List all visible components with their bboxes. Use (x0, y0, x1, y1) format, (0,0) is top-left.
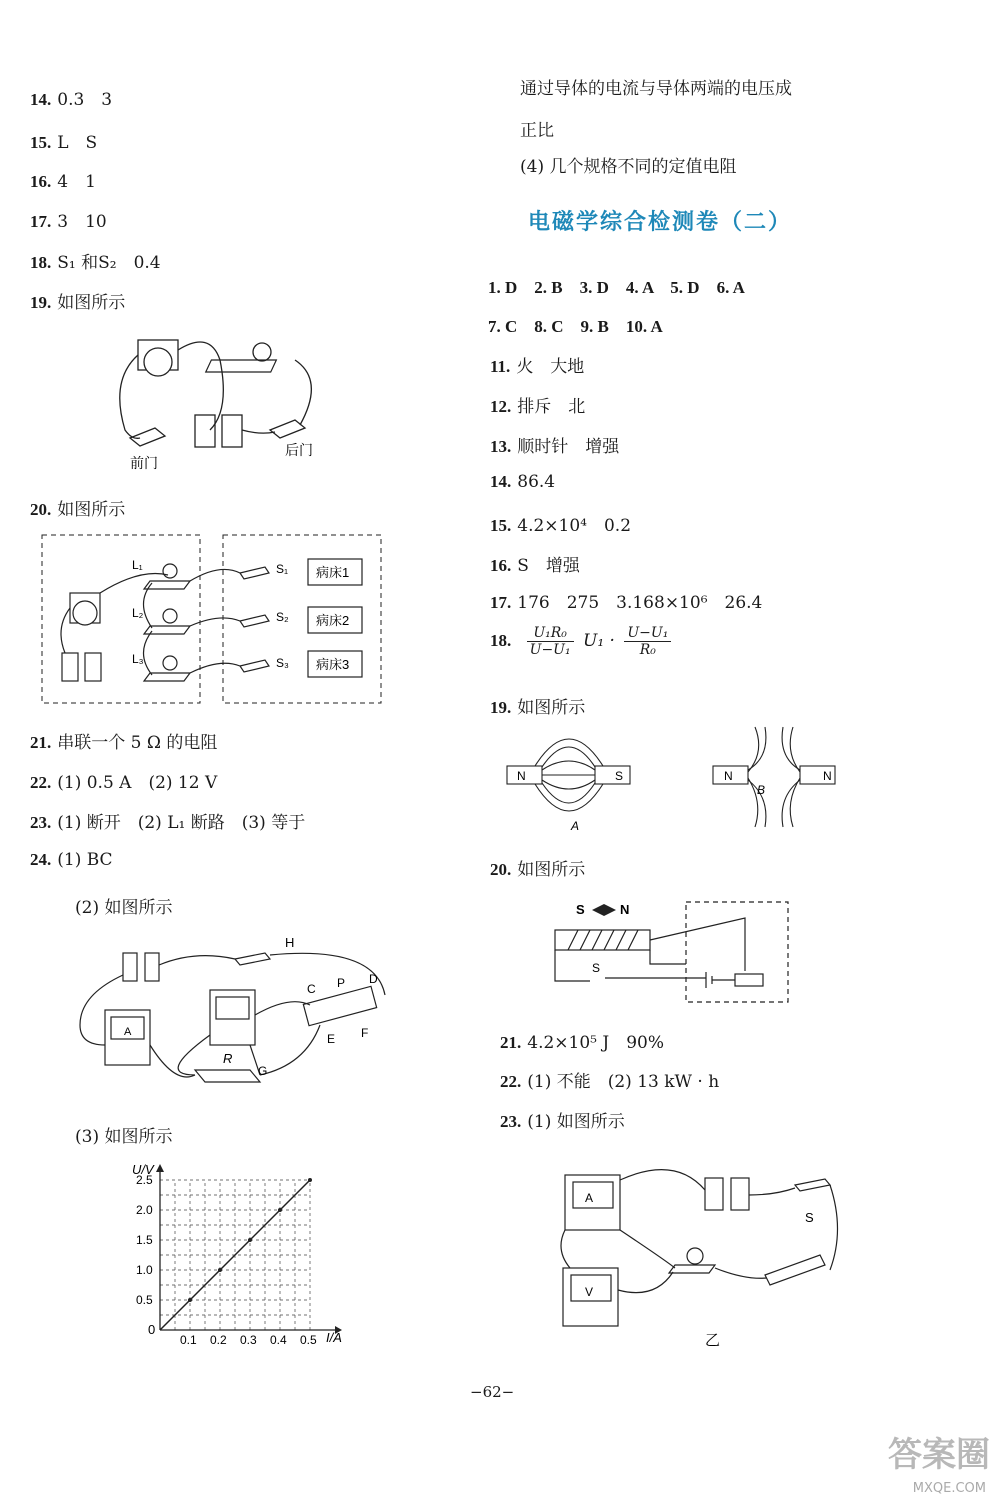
continuation-line-3: (4) 几个规格不同的定值电阻 (520, 157, 737, 177)
answer-r16: 16. S 增强 (490, 556, 580, 576)
answer-18: 18. S₁ 和S₂ 0.4 (30, 253, 161, 273)
lamp-l2: L₂ (132, 606, 144, 620)
figure-24-circuit (75, 925, 405, 1105)
n-pole-left: N (517, 769, 526, 783)
switch-s3: S₃ (276, 656, 289, 670)
switch-label: S (805, 1210, 814, 1225)
x-tick-label: 0.1 (180, 1333, 197, 1345)
answer-r14: 14. 86.4 (490, 472, 556, 492)
choice-answers-1: 1. D 2. B 3. D 4. A 5. D 6. A (488, 278, 745, 297)
answer-r17: 17. 176 275 3.168×10⁶ 26.4 (490, 593, 763, 613)
data-point (308, 1178, 312, 1182)
continuation-line-2: 正比 (520, 121, 554, 141)
watermark-logo: 答案圈 (888, 1435, 990, 1475)
data-point (278, 1208, 282, 1212)
choice-answers-2: 7. C 8. C 9. B 10. A (488, 317, 663, 336)
label-d: D (369, 972, 378, 986)
y-tick-label: 1.5 (136, 1233, 153, 1247)
answer-20: 20. 如图所示 (30, 500, 126, 520)
s-pole-left: S (615, 769, 624, 783)
answer-r23: 23. (1) 如图所示 (500, 1112, 625, 1132)
answer-r21: 21. 4.2×10⁵ J 90% (500, 1033, 664, 1053)
watermark-url: MXQE.COM (912, 1481, 986, 1496)
label-c: C (307, 982, 316, 996)
y-tick-label: 1.0 (136, 1263, 153, 1277)
x-tick-label: 0.5 (300, 1333, 317, 1345)
answer-r18: 18. $\frac{\text{U₁R₀}}{\text{U−U₁}}$ U₁ · $\frac{\text{U−U₁}}{\text{R₀}}$ (490, 625, 675, 658)
lamp-l3: L₃ (132, 652, 144, 666)
answer-r15: 15. 4.2×10⁴ 0.2 (490, 516, 632, 536)
point-a: A (571, 819, 580, 833)
answer-r20: 20. 如图所示 (490, 860, 586, 880)
voltmeter-label: V (585, 1285, 594, 1299)
label-e: E (327, 1032, 336, 1046)
page-number: −62− (470, 1383, 515, 1401)
answer-14: 14. 0.3 3 (30, 90, 113, 110)
compass-s: S (576, 902, 585, 917)
answer-15: 15. L S (30, 133, 98, 153)
x-tick-label: 0.4 (270, 1333, 287, 1345)
lamp-l1: L₁ (132, 558, 143, 572)
switch-s1: S₁ (276, 562, 289, 576)
bed-2: 病床2 (316, 613, 350, 628)
answer-r13: 13. 顺时针 增强 (490, 437, 620, 457)
back-door-label: 后门 (285, 442, 313, 458)
figure-r19-magnetic-field (505, 722, 840, 834)
answer-24-part3: (3) 如图所示 (75, 1127, 173, 1147)
label-f: F (361, 1026, 369, 1040)
data-point (218, 1268, 222, 1272)
answer-22: 22. (1) 0.5 A (2) 12 V (30, 773, 218, 793)
section-title: 电磁学综合检测卷（二） (528, 209, 793, 235)
bed-3: 病床3 (316, 657, 350, 672)
n-pole-right-b: N (823, 769, 832, 783)
answer-23: 23. (1) 断开 (2) L₁ 断路 (3) 等于 (30, 813, 306, 833)
answer-16: 16. 4 1 (30, 172, 96, 192)
answer-21: 21. 串联一个 5 Ω 的电阻 (30, 733, 218, 753)
answer-24-part2: (2) 如图所示 (75, 898, 173, 918)
compass-n: N (620, 902, 630, 917)
figure-yi-label: 乙 (705, 1332, 721, 1349)
answer-r22: 22. (1) 不能 (2) 13 kW · h (500, 1072, 720, 1092)
figure-r23-circuit (555, 1150, 845, 1350)
compass-needle (592, 904, 616, 916)
data-point (188, 1298, 192, 1302)
label-h: H (285, 935, 295, 950)
y-tick-label: 0.5 (136, 1293, 153, 1307)
y-tick-label: 2.0 (136, 1203, 153, 1217)
bed-1: 病床1 (316, 565, 350, 580)
answer-r12: 12. 排斥 北 (490, 397, 586, 417)
y-axis-label: U/V (132, 1162, 154, 1177)
x-tick-label: 0.3 (240, 1333, 257, 1345)
label-p: P (337, 976, 346, 990)
switch-s: S (592, 961, 601, 975)
ammeter-label: A (585, 1191, 594, 1205)
answer-r11: 11. 火 大地 (490, 357, 585, 377)
y-tick-label: 2.5 (136, 1173, 153, 1187)
answer-24: 24. (1) BC (30, 850, 113, 870)
fraction-2: $\frac{\text{U−U₁}}{\text{R₀}}$ (624, 625, 671, 658)
y-axis-arrow (156, 1164, 164, 1172)
data-point (248, 1238, 252, 1242)
ammeter-a: A (124, 1026, 132, 1038)
x-tick-label: 0.2 (210, 1333, 227, 1345)
label-r: R (223, 1051, 233, 1066)
switch-s2: S₂ (276, 610, 289, 624)
origin-label: 0 (148, 1322, 156, 1337)
x-axis-label: I/A (326, 1330, 342, 1345)
continuation-line-1: 通过导体的电流与导体两端的电压成 (520, 79, 792, 99)
front-door-label: 前门 (130, 455, 158, 471)
figure-19-circuit (110, 320, 330, 475)
answer-19: 19. 如图所示 (30, 293, 126, 313)
figure-20-circuit (40, 533, 385, 705)
u-i-graph (130, 1160, 370, 1345)
answer-r19: 19. 如图所示 (490, 698, 586, 718)
label-g: G (258, 1064, 268, 1078)
figure-r20-electromagnet (550, 896, 795, 1006)
n-pole-right-a: N (724, 769, 733, 783)
fraction-1: $\frac{\text{U₁R₀}}{\text{U−U₁}}$ (527, 625, 574, 658)
answer-17: 17. 3 10 (30, 212, 107, 232)
point-b: B (757, 783, 766, 797)
